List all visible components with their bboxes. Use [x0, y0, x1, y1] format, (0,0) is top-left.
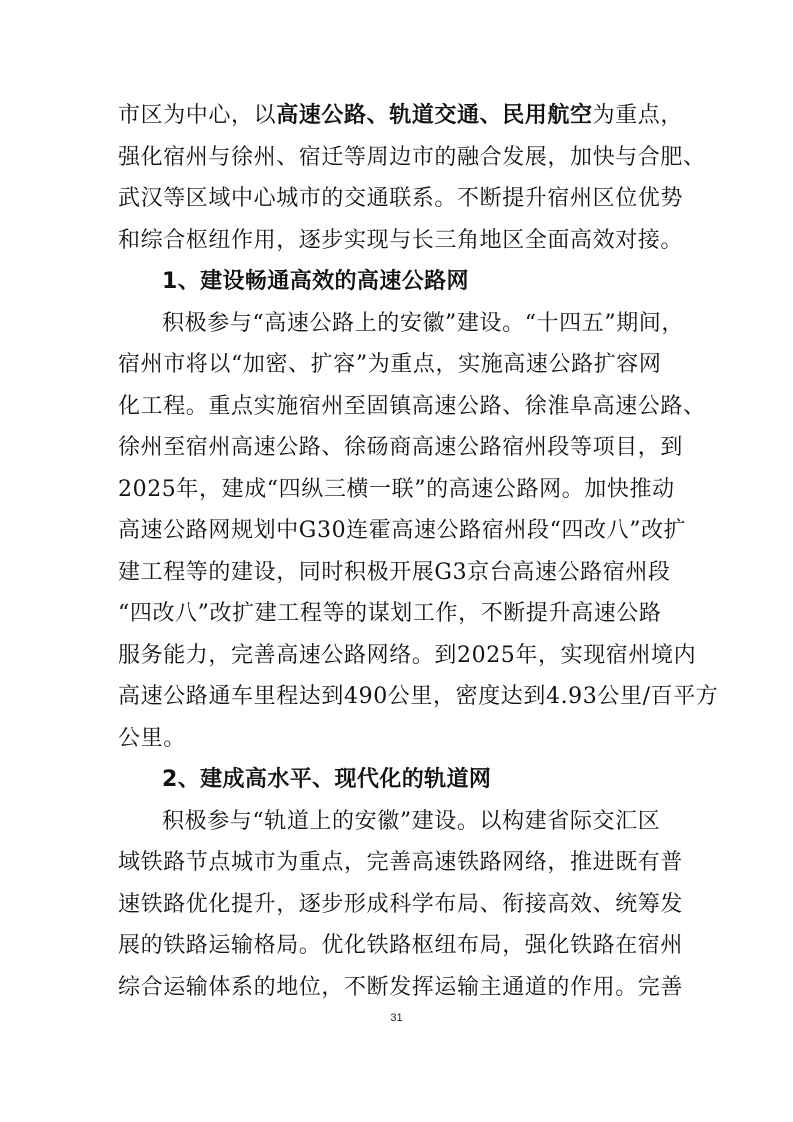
- text-run: 为重点，: [592, 103, 684, 128]
- paragraph-line: 积极参与“高速公路上的安徽”建设。“十四五”期间，: [162, 310, 684, 336]
- section-heading-2: 2、建成高水平、现代化的轨道网: [162, 767, 492, 792]
- paragraph-line: 徐州至宿州高速公路、徐砀商高速公路宿州段等项目，到: [118, 435, 684, 460]
- paragraph-line: 综合运输体系的地位，不断发挥运输主通道的作用。完善: [118, 974, 684, 1000]
- section-heading-1: 1、建设畅通高效的高速公路网: [162, 269, 469, 294]
- paragraph-line: 公里。: [118, 725, 186, 751]
- page-number: 31: [390, 1012, 403, 1024]
- paragraph-line: 高速公路网规划中G30连霍高速公路宿州段“四改八”改扩: [118, 518, 687, 543]
- paragraph-line: 服务能力，完善高速公路网络。到2025年，实现宿州境内: [118, 642, 697, 668]
- paragraph-line: 强化宿州与徐州、宿迁等周边市的融合发展，加快与合肥、: [118, 144, 706, 170]
- paragraph-line: 2025年，建成“四纵三横一联”的高速公路网。加快推动: [118, 476, 675, 502]
- bold-text-run: 高速公路、轨道交通、民用航空: [276, 103, 593, 128]
- paragraph-line: 建工程等的建设，同时积极开展G3京台高速公路宿州段: [118, 559, 671, 585]
- paragraph-line: 武汉等区域中心城市的交通联系。不断提升宿州区位优势: [118, 186, 684, 211]
- text-run: 市区为中心，以: [118, 103, 277, 128]
- body-text: [118, 95, 719, 1008]
- paragraph-line: 高速公路通车里程达到490公里，密度达到4.93公里/百平方: [118, 684, 719, 709]
- paragraph-line: “四改八”改扩建工程等的谋划工作，不断提升高速公路: [118, 601, 662, 626]
- paragraph-line: 宿州市将以“加密、扩容”为重点，实施高速公路扩容网: [118, 352, 662, 377]
- paragraph-line: 积极参与“轨道上的安徽”建设。以构建省际交汇区: [162, 808, 661, 834]
- paragraph-line: 展的铁路运输格局。优化铁路枢纽布局，强化铁路在宿州: [118, 933, 684, 958]
- paragraph-line: 化工程。重点实施宿州至固镇高速公路、徐淮阜高速公路、: [118, 393, 706, 419]
- paragraph-line: 速铁路优化提升，逐步形成科学布局、衔接高效、统筹发: [118, 891, 684, 917]
- paragraph-line: 和综合枢纽作用，逐步实现与长三角地区全面高效对接。: [118, 227, 684, 253]
- paragraph-line: [118, 95, 684, 137]
- paragraph-line: 域铁路节点城市为重点，完善高速铁路网络，推进既有普: [118, 850, 684, 875]
